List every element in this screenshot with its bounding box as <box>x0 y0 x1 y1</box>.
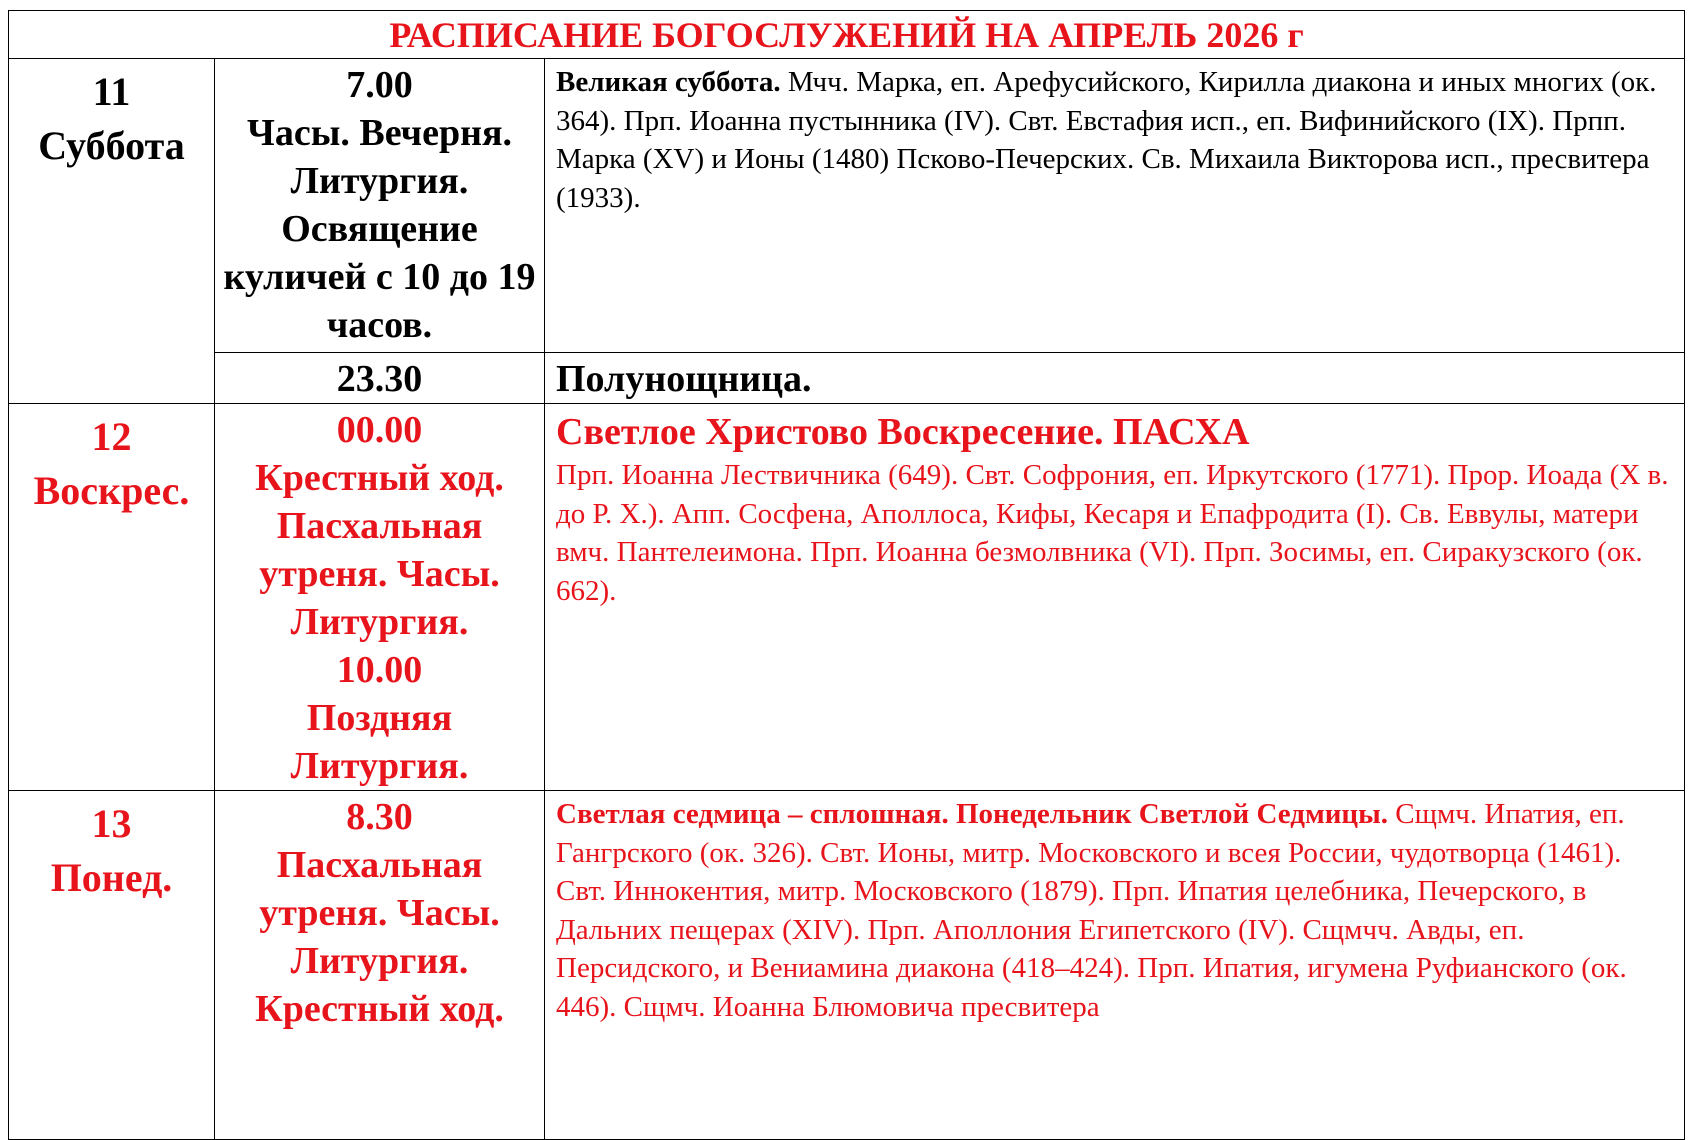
service-description: Полунощница. <box>545 353 1685 404</box>
title-row <box>9 11 1685 59</box>
service-time: 23.30 <box>336 358 423 400</box>
day-date: 11 <box>92 69 131 114</box>
service-cell <box>215 791 545 1140</box>
day-cell-12 <box>9 404 215 791</box>
feast-name: Светлая седмица – сплошная. Понедельник Светлой Седмицы. <box>556 798 1389 830</box>
day-date: 12 <box>91 414 132 459</box>
schedule-row-11-morning <box>9 59 1685 353</box>
day-weekday: Суббота <box>38 123 185 168</box>
saints-list: Прп. Иоанна Лествичника (649). Свт. Софрония, еп. Иркутского (1771). Прор. Иоада (X в. до Р. Х.). Апп. Сосфена, Аполлоса, Кифы, Кесаря и Епафродита (I). Св. Еввулы, матери вмч. Пантелеимона. Прп. Иоанна безмолвника (VI). Прп. Зосимы, еп. Сиракузского (ок. 662). <box>556 459 1669 607</box>
feast-name: Великая суббота. <box>556 66 781 98</box>
schedule-row-11-night <box>9 353 1685 404</box>
service-time: 00.00 <box>336 409 423 451</box>
service-time: 8.30 <box>346 796 413 838</box>
feast-name: Светлое Христово Воскресение. ПАСХА <box>556 411 1250 453</box>
service-description: Крестный ход. Пасхальная утреня. Часы. Литургия. <box>255 457 504 643</box>
service-description-late: Поздняя Литургия. <box>290 697 469 787</box>
service-description: Пасхальная утреня. Часы. Литургия. Крестный ход. <box>255 844 504 1030</box>
service-cell <box>215 353 545 404</box>
day-cell-11 <box>9 59 215 404</box>
day-weekday: Воскрес. <box>33 468 190 513</box>
day-cell-13 <box>9 791 215 1140</box>
saints-cell <box>545 791 1685 1140</box>
service-description: Часы. Вечерня. Литургия. Освящение куличей с 10 до 19 часов. <box>223 112 536 346</box>
saints-cell <box>545 404 1685 791</box>
saints-cell <box>545 59 1685 353</box>
service-time: 7.00 <box>346 64 413 106</box>
saints-list: Сщмч. Ипатия, еп. Гангрского (ок. 326). Свт. Ионы, митр. Московского и всея России, чудотворца (1461). Свт. Иннокентия, митр. Московского (1879). Прп. Ипатия целебника, Печерского, в Дальних пещерах (XIV). Прп. Аполлония Египетского (IV). Сщмчч. Авды, еп. Персидского, и Вениамина диакона (418–424). Прп. Ипатия, игумена Руфианского (ок. 446). Сщмч. Иоанна Блюмовича пресвитера <box>556 798 1627 1023</box>
day-date: 13 <box>91 801 132 846</box>
page-title: РАСПИСАНИЕ БОГОСЛУЖЕНИЙ НА АПРЕЛЬ 2026 г <box>9 11 1685 59</box>
day-weekday: Понед. <box>50 855 173 900</box>
service-cell <box>215 404 545 791</box>
saints-list: Мчч. Марка, еп. Арефусийского, Кирилла диакона и иных многих (ок. 364). Прп. Иоанна пустынника (IV). Свт. Евстафия исп., еп. Вифинийского (IX). Прпп. Марка (XV) и Ионы (1480) Псково-Печерских. Св. Михаила Викторова исп., пресвитера (1933). <box>556 66 1657 214</box>
schedule-table <box>8 10 1685 1140</box>
service-time-late: 10.00 <box>336 649 423 691</box>
service-cell <box>215 59 545 353</box>
schedule-row-12 <box>9 404 1685 791</box>
schedule-row-13 <box>9 791 1685 1140</box>
